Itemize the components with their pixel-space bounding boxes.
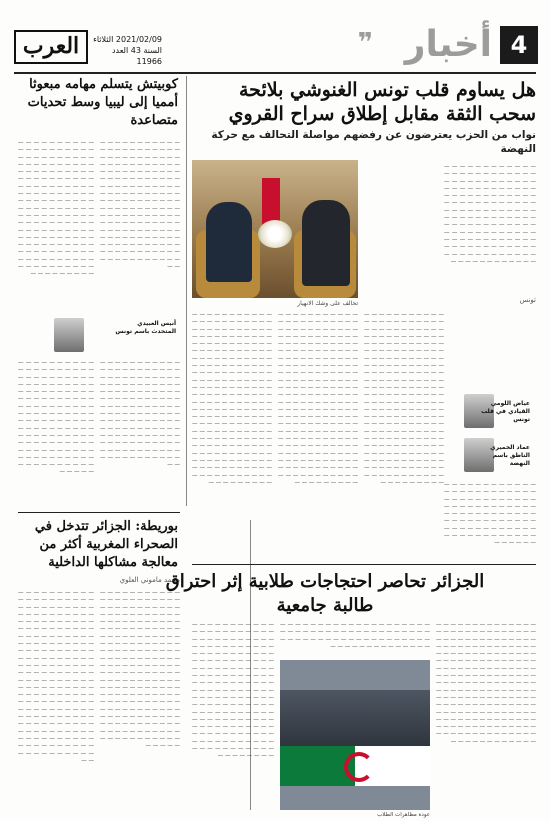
mid-text-col-2: — — — — — — — — — — — — — — — — — — — — — — — — — — — — — — — — — — — — — — — — — — — — — — — — — — — — — — — — — — — — — — — — — — — — — — — — — — — — — — — — — — — — — — — — — — — — — — — — — — — — — — — — — — — — — — — — — — — — — — — — — — — — — — — — — — — — — — — — — — — — — — — — — — — — — — — — — — — — — — — — — — — — — — — — — — — — — — — — — — — — — — — — — — — — — — — — — — — — — — — — — — — — — — — — — — — — — — — — — — — — — — — — — — — — — — — — — — — — [100,590,180,750]
masthead [14,24,538,70]
photo-person-left [206,202,252,282]
photo-person-right [302,200,350,286]
mid-text-col-1: — — — — — — — — — — — — — — — — — — — — — — — — — — — — — — — — — — — — — — — — — — — — — — — — — — — — — — — — — — — — — — — — — — — — — — — — — — — — — — — — — — — — — — — — — — — — — — — — — — — — — — — — — — — — — — — — — — — — — — — — — — — — — — — — — — — — — — — — — — — — — — — — — — — — — — — — — — — — — — — — — — — — — — — — — — — — — — — — — — — — — — — — — — — — — — — — — — — — — — — — — — — — — — — — — — — — — — — — — — — — — — — — — — — — — — — — [18,590,94,764]
photo-crowd [280,690,430,750]
mid-headline: بوريطة: الجزائر تتدخل في الصحراء المغربية أكثر من معالجة مشاكلها الداخلية [34,519,178,570]
pullout-2 [478,444,530,468]
main-text-col-1: — — — — — — — — — — — — — — — — — — — — — — — — — — — — — — — — — — — — — — — — — — — — — — — — — — — — — — — — — — — — — — — — — — — — — — — — — — — — — — — — — — — — — — — — — — — — — — — — — — — — — — — — — — — — — — — — — — — — — — — — — — — — — — — — — — — — — — — — — — — — — — — — — — — — — — — — — — — — — — — — — — — — — — — — [444,164,536,265]
section-title: أخبار [404,24,492,65]
portrait-role: المتحدث باسم تونس [115,328,176,335]
mid-rule [18,512,180,513]
low-text-col-3: — — — — — — — — — — — — — — — — — — — — — — — — — — — — — — — — — — — — — — — — — — — — — — — — — — — — — — — — — — — — — — — — — — — — — — — — — — — — — — — — — — — — — — — — — — — — — — — — — — — — — — — — — — — — — — — — — — — — — — — — — — — — — — — — — — — — — — — — — — — — — — — — — — — — — — — — — — — — — — — — — — — — — — — — — — — — — — — — — — — — — — — — — — — — — — — — — — — — — — — — — — — — — — — — — — — — — — — — — — — — — — — — — — — — — — — — — — — — [436,622,536,745]
low-rule [192,564,536,565]
newspaper-logo: العرب [14,30,88,64]
pullout-2-role: الناطق باسم النهضة [492,452,530,467]
photo-crescent [344,752,374,782]
main-photo [192,160,358,298]
main-text-col-2: — — — — — — — — — — — — — — — — — — — — — — — — — — — — — — — — — — — — — — — — — — — — — — — — — — — — — — — — — — — — — — — — — — — — — — — — — — — — — — — — — — — — — — — — — — — — — — — — — — — — — — — — — — — — — — — — — — — — — — — — — — — — — — — — — — — — — — — — — — — — — — — — — — — — — — — — — — — — — — — — — — — — — — — — — — — — — — — — — — — — — — — — — — — — — — — — — — — — — — — — — — — — — — — — — — — — — — — — — — — — — — — — — — — — — — — — — — — — — — — — — — — — — — — — — — — — — — — — — — — — — — [192,312,272,486]
portrait-caption [90,320,176,336]
side-headline: كوبيتش يتسلم مهامه مبعوثا أمميا إلى ليبيا وسط تحديات متصاعدة [27,77,178,128]
main-photo-caption: تحالف على وشك الانهيار [297,300,358,307]
protest-photo [280,660,430,810]
author-portrait [54,318,84,352]
issue-line: السنة 43 العدد 11966 [111,46,162,66]
main-byline: تونس [519,296,536,304]
low-text-col-1: — — — — — — — — — — — — — — — — — — — — — — — — — — — — — — — — — — — — — — — — — — — — — — — — — — — — — — — — — — — — — — — — — — — — — — — — — — — — — — — — — — — — — — — — — — — — — — — — — — — — — — — — — — — — — — — — — — — — — — — — — — — — — — — — — — — — — — — — — — — — — — — — — — — — — — — — — — — — — — — — — — — — — — — — — — — — — — — — — — — — — — — — — — — — — — — — — — — — — — — — — — — — — — [192,622,274,760]
side-text-col-3: — — — — — — — — — — — — — — — — — — — — — — — — — — — — — — — — — — — — — — — — — — — — — — — — — — — — — — — — — — — — — — — — — — — — — — — — — — — — — — — — — — — — — — — — — — — — — — — — — — — — — — — — — — — — — — — — — — — — — — — — — — — — — — — — — — — — — — — — — — — — — — — — — — — — — — — — — — — [18,360,94,476]
protest-photo-caption: عودة مظاهرات الطلاب [377,812,430,818]
main-text-col-3: — — — — — — — — — — — — — — — — — — — — — — — — — — — — — — — — — — — — — — — — — — — — — — — — — — — — — — — — — — — — — — — — — — — — — — — — — — — — — — — — — — — — — — — — — — — — — — — — — — — — — — — — — — — — — — — — — — — — — — — — — — — — — — — — — — — — — — — — — — — — — — — — — — — — — — — — — — — — — — — — — — — — — — — — — — — — — — — — — — — — — — — — — — — — — — — — — — — — — — — — — — — — — — — — — — — — — — — — — — — — — — — — — — — — — — — — — — — — — — — — — — — — — — — — — — — — — — — — — — — — — — [278,312,358,486]
side-text-col-4: — — — — — — — — — — — — — — — — — — — — — — — — — — — — — — — — — — — — — — — — — — — — — — — — — — — — — — — — — — — — — — — — — — — — — — — — — — — — — — — — — — — — — — — — — — — — — — — — — — — — — — — — — — — — — — — — — — — — — — — — — — — — — — — — — — — — — — — — — — — — — — — — — — — — — — — — — — — — [100,360,180,469]
column-divider [186,76,187,506]
quote-mark-icon: ❞ [357,28,373,58]
side-text-col-2: — — — — — — — — — — — — — — — — — — — — — — — — — — — — — — — — — — — — — — — — — — — — — — — — — — — — — — — — — — — — — — — — — — — — — — — — — — — — — — — — — — — — — — — — — — — — — — — — — — — — — — — — — — — — — — — — — — — — — — — — — — — — — — — — — — — — — — — — — — — — — — — — — — — — — — — — — — — — — — — — — — — — — — — — — — — — — — — — — — — — — — — — — — — — — [100,140,180,271]
photo-flowers [258,220,292,248]
pullout-1 [478,400,530,424]
header-rule [14,72,536,74]
portrait-name: أنيس العبيدي [137,320,176,327]
side-text-col-1: — — — — — — — — — — — — — — — — — — — — — — — — — — — — — — — — — — — — — — — — — — — — — — — — — — — — — — — — — — — — — — — — — — — — — — — — — — — — — — — — — — — — — — — — — — — — — — — — — — — — — — — — — — — — — — — — — — — — — — — — — — — — — — — — — — — — — — — — — — — — — — — — — — — — — — — — — — — — — — — — — — — — — — — — — — — — — — — — — — — — — — — — — — — — — [18,140,94,278]
main-text-col-5: — — — — — — — — — — — — — — — — — — — — — — — — — — — — — — — — — — — — — — — — — — — — — — — — — — — — — — — — — — — — — — — — — — — — — — — — — — — — — — — — — — — — — — — — — — — — — — — — — — — — — — [444,482,536,547]
low-text-col-2: — — — — — — — — — — — — — — — — — — — — — — — — — — — — — — — — — — — — — — — — — — — — — — — — — — — — — — — — — — — — — — — — — — — — — — — — — — [280,622,430,650]
main-deck: نواب من الحزب يعترضون عن رفضهم مواصلة التحالف مع حركة النهضة [211,129,536,155]
pullout-1-role: القيادي في قلب تونس [481,408,530,423]
mid-byline: محمد ماموني العلوي [119,576,180,584]
date-line: 2021/02/09 الثلاثاء [93,35,162,44]
page-number: 4 [500,26,538,64]
issue-info [92,34,162,67]
pullout-1-name: عياض اللومي [490,400,530,407]
low-headline: الجزائر تحاصر احتجاجات طلابية إثر احتراق طالبة جامعية [165,571,485,616]
main-text-col-4: — — — — — — — — — — — — — — — — — — — — — — — — — — — — — — — — — — — — — — — — — — — — — — — — — — — — — — — — — — — — — — — — — — — — — — — — — — — — — — — — — — — — — — — — — — — — — — — — — — — — — — — — — — — — — — — — — — — — — — — — — — — — — — — — — — — — — — — — — — — — — — — — — — — — — — — — — — — — — — — — — — — — — — — — — — — — — — — — — — — — — — — — — — — — — — — — — — — — — — — — — — — — — — — — — — — — — — — — — — — — — — — — — — — — — — — — — — — — — — — — — — — — — — — — — — — — — — — — — — — — — — [364,312,444,486]
main-headline: هل يساوم قلب تونس الغنوشي بلائحة سحب الثقة مقابل إطلاق سراح القروي [228,79,536,125]
pullout-2-name: عماد الخميري [490,444,530,451]
